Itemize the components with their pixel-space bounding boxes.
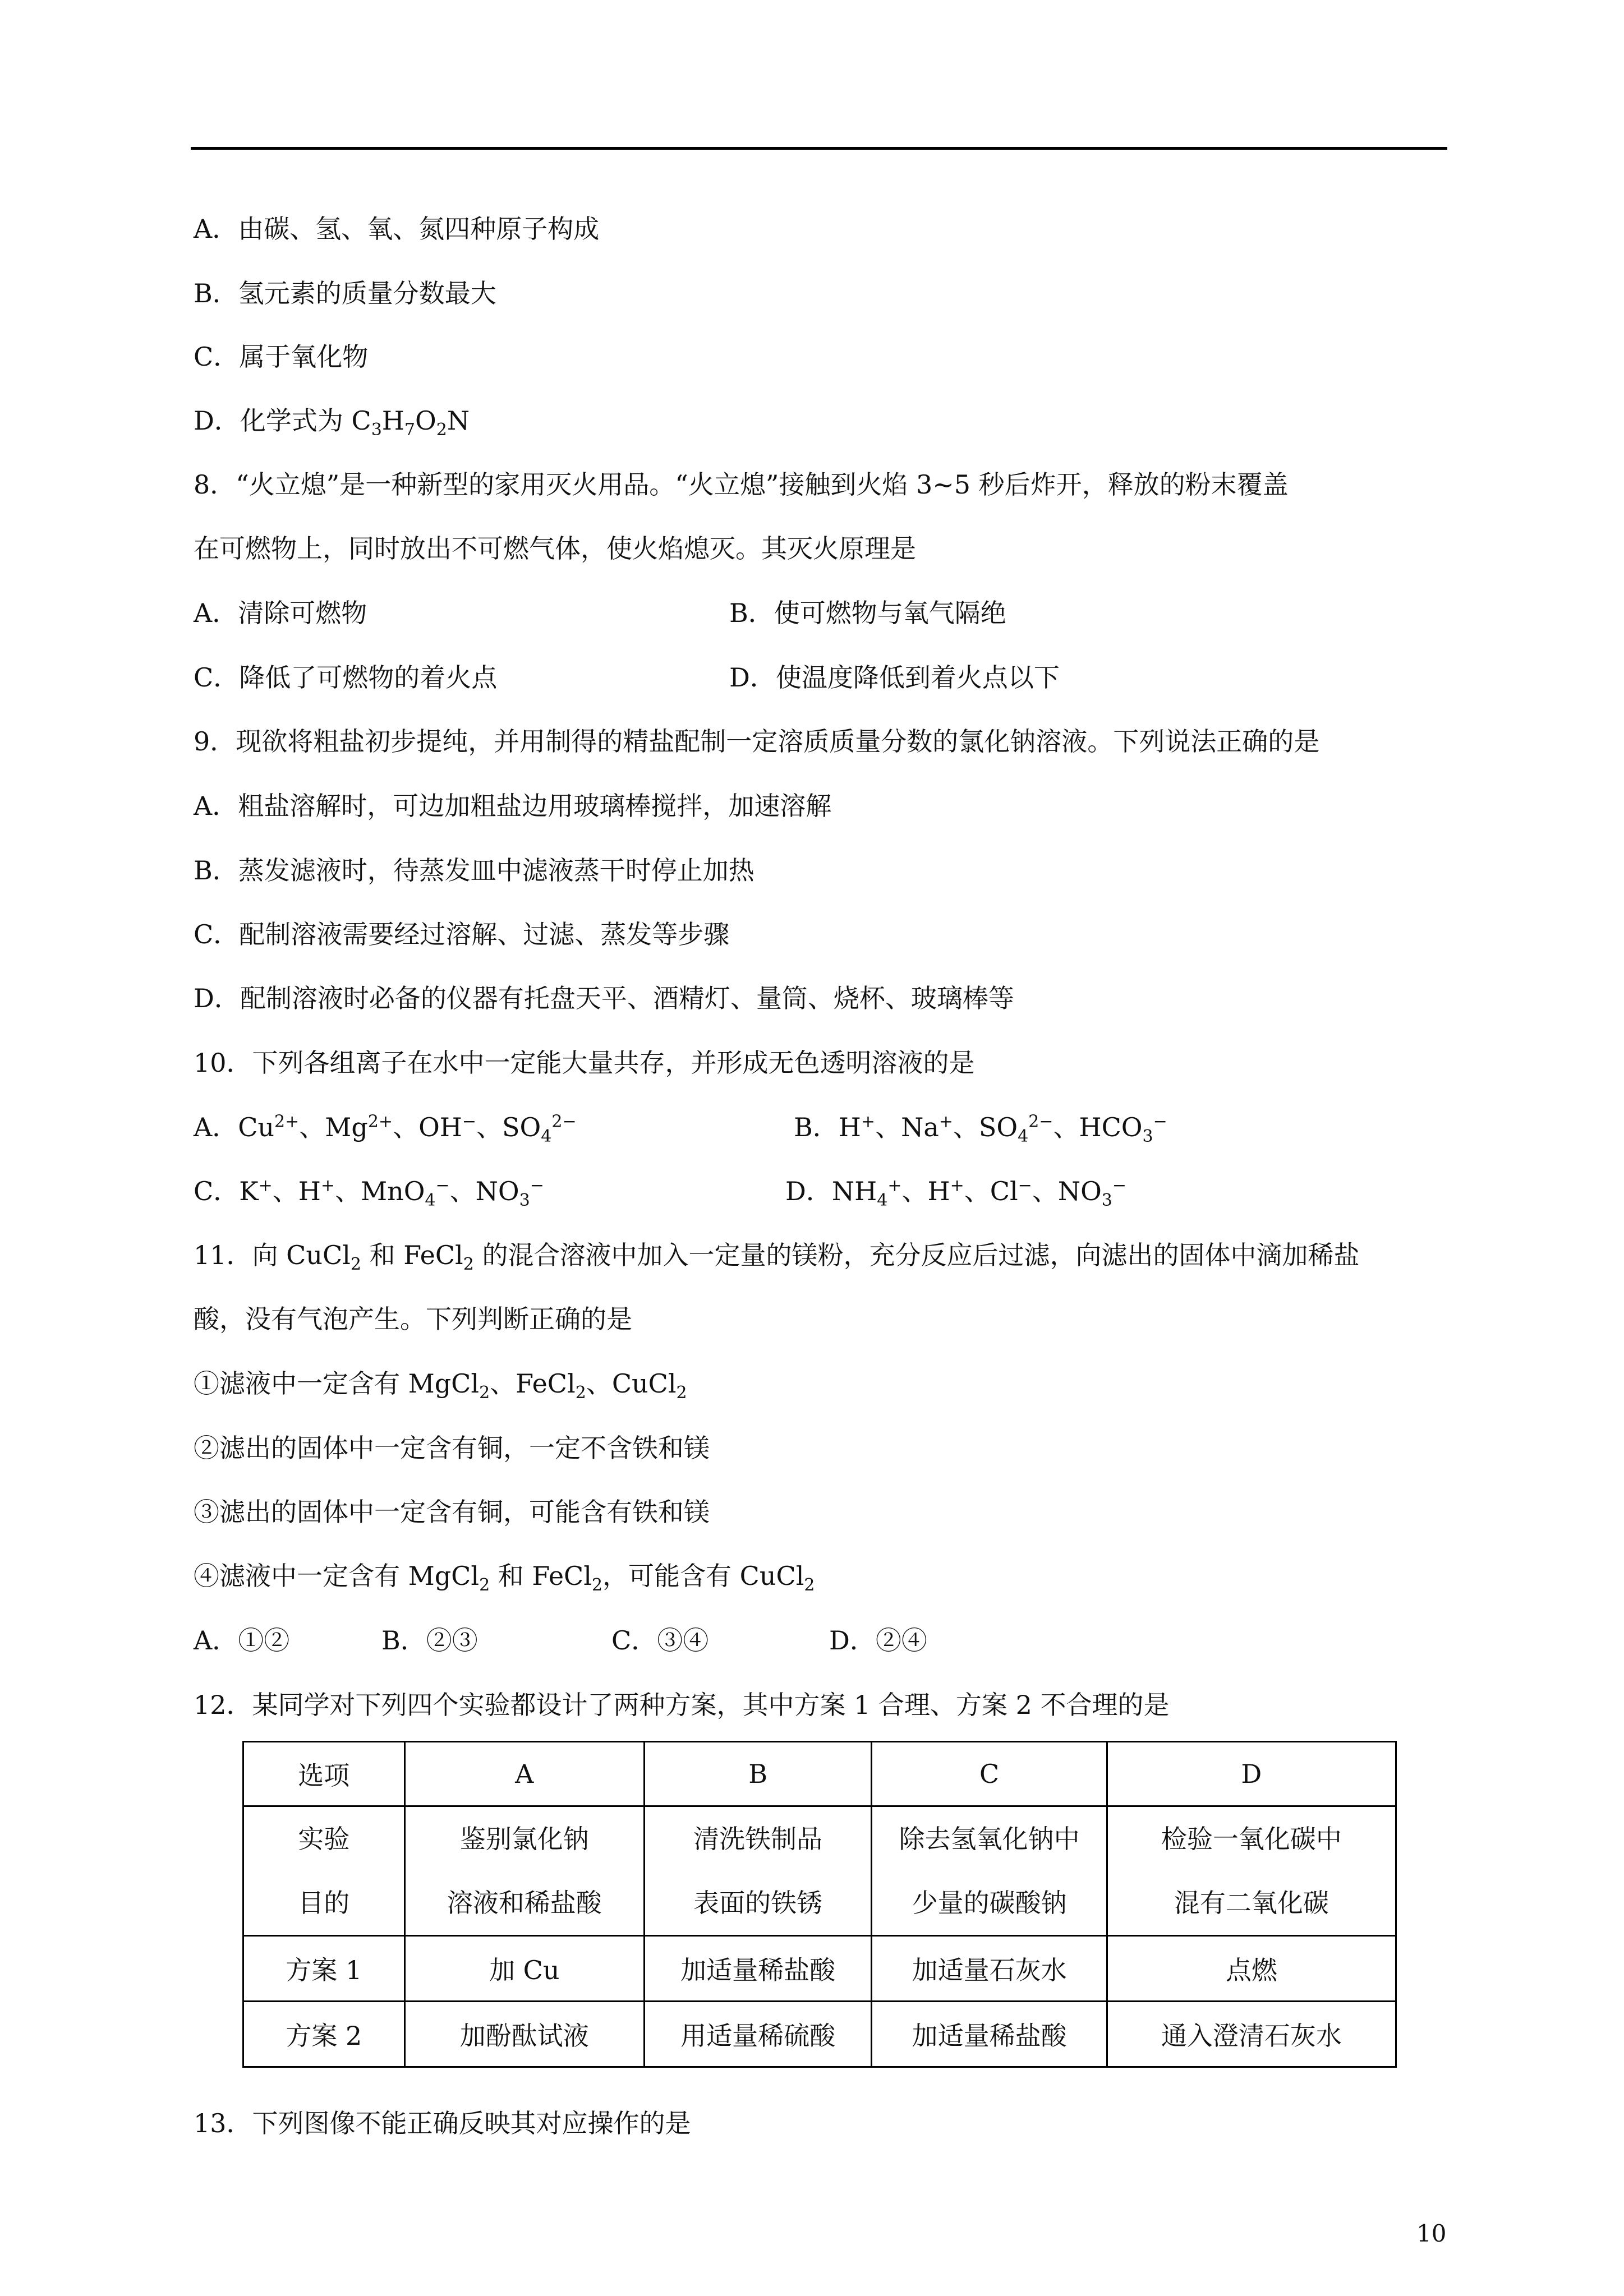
q11-statement-4: ④滤液中一定含有 MgCl$_2$ 和 FeCl$_2$，可能含有 CuCl$_2$ <box>194 1561 815 1596</box>
table-cell: 加适量稀盐酸 <box>872 2002 1107 2067</box>
table-cell: 除去氢氧化钠中 少量的碳酸钠 <box>872 1806 1107 1936</box>
q7-option-c: C．属于氧化物 <box>194 342 369 372</box>
q11-stem-line1: 11．向 CuCl$_2$ 和 FeCl$_2$ 的混合溶液中加入一定量的镁粉，充分反应后过滤，向滤出的固体中滴加稀盐 <box>194 1240 1360 1275</box>
q11-option-b: B．②③ <box>381 1625 478 1656</box>
q11-option-d: D．②④ <box>829 1625 927 1656</box>
q7-option-b: B．氢元素的质量分数最大 <box>194 278 496 308</box>
q11-option-c: C．③④ <box>611 1625 709 1656</box>
q11-statement-3: ③滤出的固体中一定含有铜，可能含有铁和镁 <box>194 1497 710 1527</box>
table-row-plan-2 <box>243 2002 1396 2067</box>
q10-stem: 10．下列各组离子在水中一定能大量共存，并形成无色透明溶液的是 <box>194 1048 975 1078</box>
q8-option-b: B．使可燃物与氧气隔绝 <box>729 598 1006 628</box>
table-cell: 通入澄清石灰水 <box>1107 2002 1396 2067</box>
table-cell: 加 Cu <box>404 1936 644 2002</box>
q9-stem: 9．现欲将粗盐初步提纯，并用制得的精盐配制一定溶质质量分数的氯化钠溶液。下列说法正确的是 <box>194 726 1320 757</box>
q8-stem-line1: 8．“火立熄”是一种新型的家用灭火用品。“火立熄”接触到火焰 3~5 秒后炸开，释放的粉末覆盖 <box>194 469 1289 500</box>
table-row-purpose <box>243 1806 1396 1936</box>
table-header-cell: D <box>1107 1742 1396 1806</box>
q11-stem-line2: 酸，没有气泡产生。下列判断正确的是 <box>194 1304 632 1334</box>
header-rule <box>191 147 1447 150</box>
q12-stem: 12．某同学对下列四个实验都设计了两种方案，其中方案 1 合理、方案 2 不合理的是 <box>194 1690 1170 1720</box>
q11-statement-2: ②滤出的固体中一定含有铜，一定不含铁和镁 <box>194 1433 710 1463</box>
q8-stem-line2: 在可燃物上，同时放出不可燃气体，使火焰熄灭。其灭火原理是 <box>194 533 916 564</box>
table-row-label: 方案 1 <box>243 1936 405 2002</box>
table-row-label: 实验 目的 <box>243 1806 405 1936</box>
q8-option-d: D．使温度降低到着火点以下 <box>729 662 1060 693</box>
q12-table <box>242 1741 1397 2068</box>
page-number: 10 <box>1416 2220 1447 2247</box>
table-row-label: 方案 2 <box>243 2002 405 2067</box>
table-header-cell: 选项 <box>243 1742 405 1806</box>
table-header-cell: B <box>644 1742 871 1806</box>
table-cell: 加适量稀盐酸 <box>644 1936 871 2002</box>
q9-option-b: B．蒸发滤液时，待蒸发皿中滤液蒸干时停止加热 <box>194 855 755 886</box>
table-cell: 用适量稀硫酸 <box>644 2002 871 2067</box>
table-header-row <box>243 1742 1396 1806</box>
q10-option-b: B．H+、Na+、$SO_4^{2-}$、$HCO_3^-$ <box>794 1112 1167 1147</box>
q10-option-c: C．K+、H+、MnO$_4$−、$NO_3^-$ <box>194 1175 544 1211</box>
q7-option-d: D．化学式为 $C_3H_7O_2N$ <box>194 405 470 440</box>
table-cell: 加酚酞试液 <box>404 2002 644 2067</box>
q9-option-d: D．配制溶液时必备的仪器有托盘天平、酒精灯、量筒、烧杯、玻璃棒等 <box>194 983 1014 1013</box>
table-cell: 鉴别氯化钠 溶液和稀盐酸 <box>404 1806 644 1936</box>
q9-option-c: C．配制溶液需要经过溶解、过滤、蒸发等步骤 <box>194 919 730 949</box>
q10-option-d: D．$NH_4^+$、H+、Cl−、$NO_3^-$ <box>785 1175 1127 1211</box>
q7-option-a: A．由碳、氢、氧、氮四种原子构成 <box>194 214 600 244</box>
q13-stem: 13．下列图像不能正确反映其对应操作的是 <box>194 2108 691 2138</box>
table-header-cell: C <box>872 1742 1107 1806</box>
q10-option-a: A．$Cu^{2+}$、$Mg^{2+}$、OH−、$SO_4^{2-}$ <box>194 1112 577 1147</box>
table-header-cell: A <box>404 1742 644 1806</box>
table-cell: 清洗铁制品 表面的铁锈 <box>644 1806 871 1936</box>
q11-option-a: A．①② <box>194 1625 290 1656</box>
q8-option-a: A．清除可燃物 <box>194 598 367 628</box>
q8-option-c: C．降低了可燃物的着火点 <box>194 662 498 693</box>
table-cell: 加适量石灰水 <box>872 1936 1107 2002</box>
table-row-plan-1 <box>243 1936 1396 2002</box>
table-cell: 检验一氧化碳中 混有二氧化碳 <box>1107 1806 1396 1936</box>
q9-option-a: A．粗盐溶解时，可边加粗盐边用玻璃棒搅拌，加速溶解 <box>194 791 832 821</box>
q11-statement-1: ①滤液中一定含有 MgCl$_2$、FeCl$_2$、CuCl$_2$ <box>194 1368 687 1403</box>
table-cell: 点燃 <box>1107 1936 1396 2002</box>
